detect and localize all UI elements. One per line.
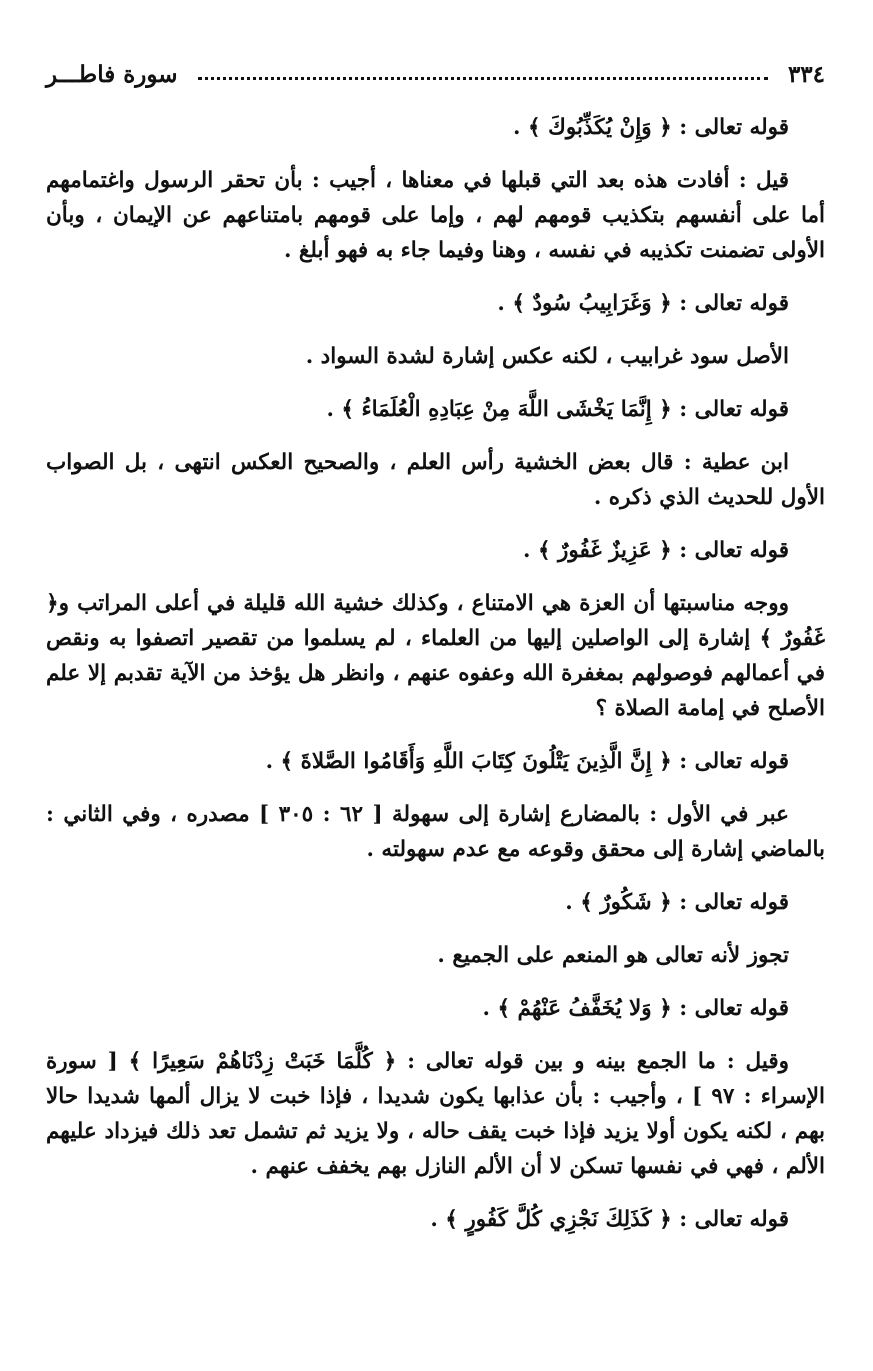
surah-title: سورة فاطـــر <box>46 60 178 88</box>
page-number: ٣٣٤ <box>787 60 825 88</box>
page-body <box>46 110 825 1237</box>
commentary-paragraph: وقيل : ما الجمع بينه و بين قوله تعالى : ﴿ كُلَّمَا خَبَتْ زِدْنَاهُمْ سَعِيرًا ﴾ [ سورة الإسراء : ٩٧ ] ، وأجيب : بأن عذابها يكون شديدا ، فإذا خبت لا يزال ألمها شديدا حالا بهم ، لكنه يكون أولا يزيد فإذا خبت يقف حاله ، ولا يزيد ثم تشمل تعد ذلك فيزداد عليهم الألم ، فهي في نفسها تسكن لا أن الألم النازل بهم يخفف عنهم . <box>46 1049 825 1179</box>
verse-heading: قوله تعالى : ﴿ وَلا يُخَفَّفُ عَنْهُمْ ﴾ . <box>482 996 789 1021</box>
commentary-paragraph: قيل : أفادت هذه بعد التي قبلها في معناها ، أجيب : بأن تحقر الرسول واغتمامهم أما على أنفسهم بتكذيب قومهم لهم ، وإما على قومهم بامتناعهم عن الإيمان ، وبأن الأولى تضمنت تكذيبه في نفسه ، وهنا وفيما جاء به فهو أبلغ . <box>46 168 825 263</box>
verse-heading: قوله تعالى : ﴿ إِنَّمَا يَخْشَى اللَّهَ مِنْ عِبَادِهِ الْعُلَمَاءُ ﴾ . <box>326 397 789 422</box>
verse-heading: قوله تعالى : ﴿ كَذَلِكَ نَجْزِي كُلَّ كَفُورٍ ﴾ . <box>430 1207 789 1232</box>
verse-heading: قوله تعالى : ﴿ عَزِيزٌ غَفُورٌ ﴾ . <box>523 538 789 563</box>
page-header <box>46 56 825 92</box>
commentary-paragraph: ووجه مناسبتها أن العزة هي الامتناع ، وكذلك خشية الله قليلة في أعلى المراتب و﴿ غَفُورٌ ﴾ إشارة إلى الواصلين إليها من العلماء ، لم يسلموا من تقصير اتصفوا به ونقص في أعمالهم فوصولهم بمغفرة الله وعفوه عنهم ، وانظر هل يؤخذ من الآية تقدبم إلا علم الأصلح في إمامة الصلاة ؟ <box>46 591 825 721</box>
commentary-paragraph: ابن عطية : قال بعض الخشية رأس العلم ، والصحيح العكس انتهى ، بل الصواب الأول للحديث الذي ذكره . <box>46 450 825 510</box>
commentary-paragraph: الأصل سود غرابيب ، لكنه عكس إشارة لشدة السواد . <box>305 344 789 369</box>
verse-heading: قوله تعالى : ﴿ شَكُورٌ ﴾ . <box>565 890 789 915</box>
verse-heading: قوله تعالى : ﴿ وَغَرَابِيبُ سُودٌ ﴾ . <box>497 291 789 316</box>
verse-heading: قوله تعالى : ﴿ وَإِنْ يُكَذِّبُوكَ ﴾ . <box>513 115 789 140</box>
verse-heading: قوله تعالى : ﴿ إِنَّ الَّذِينَ يَتْلُونَ كِتَابَ اللَّهِ وَأَقَامُوا الصَّلاةَ ﴾ . <box>265 749 789 774</box>
commentary-paragraph: تجوز لأنه تعالى هو المنعم على الجميع . <box>437 943 789 968</box>
header-dotted-rule <box>198 77 768 80</box>
page <box>46 56 825 1237</box>
commentary-paragraph: عبر في الأول : بالمضارع إشارة إلى سهولة [ ٦٢ : ٣٠٥ ] مصدره ، وفي الثاني : بالماضي إشارة إلى محقق وقوعه مع عدم سهولته . <box>46 802 825 862</box>
